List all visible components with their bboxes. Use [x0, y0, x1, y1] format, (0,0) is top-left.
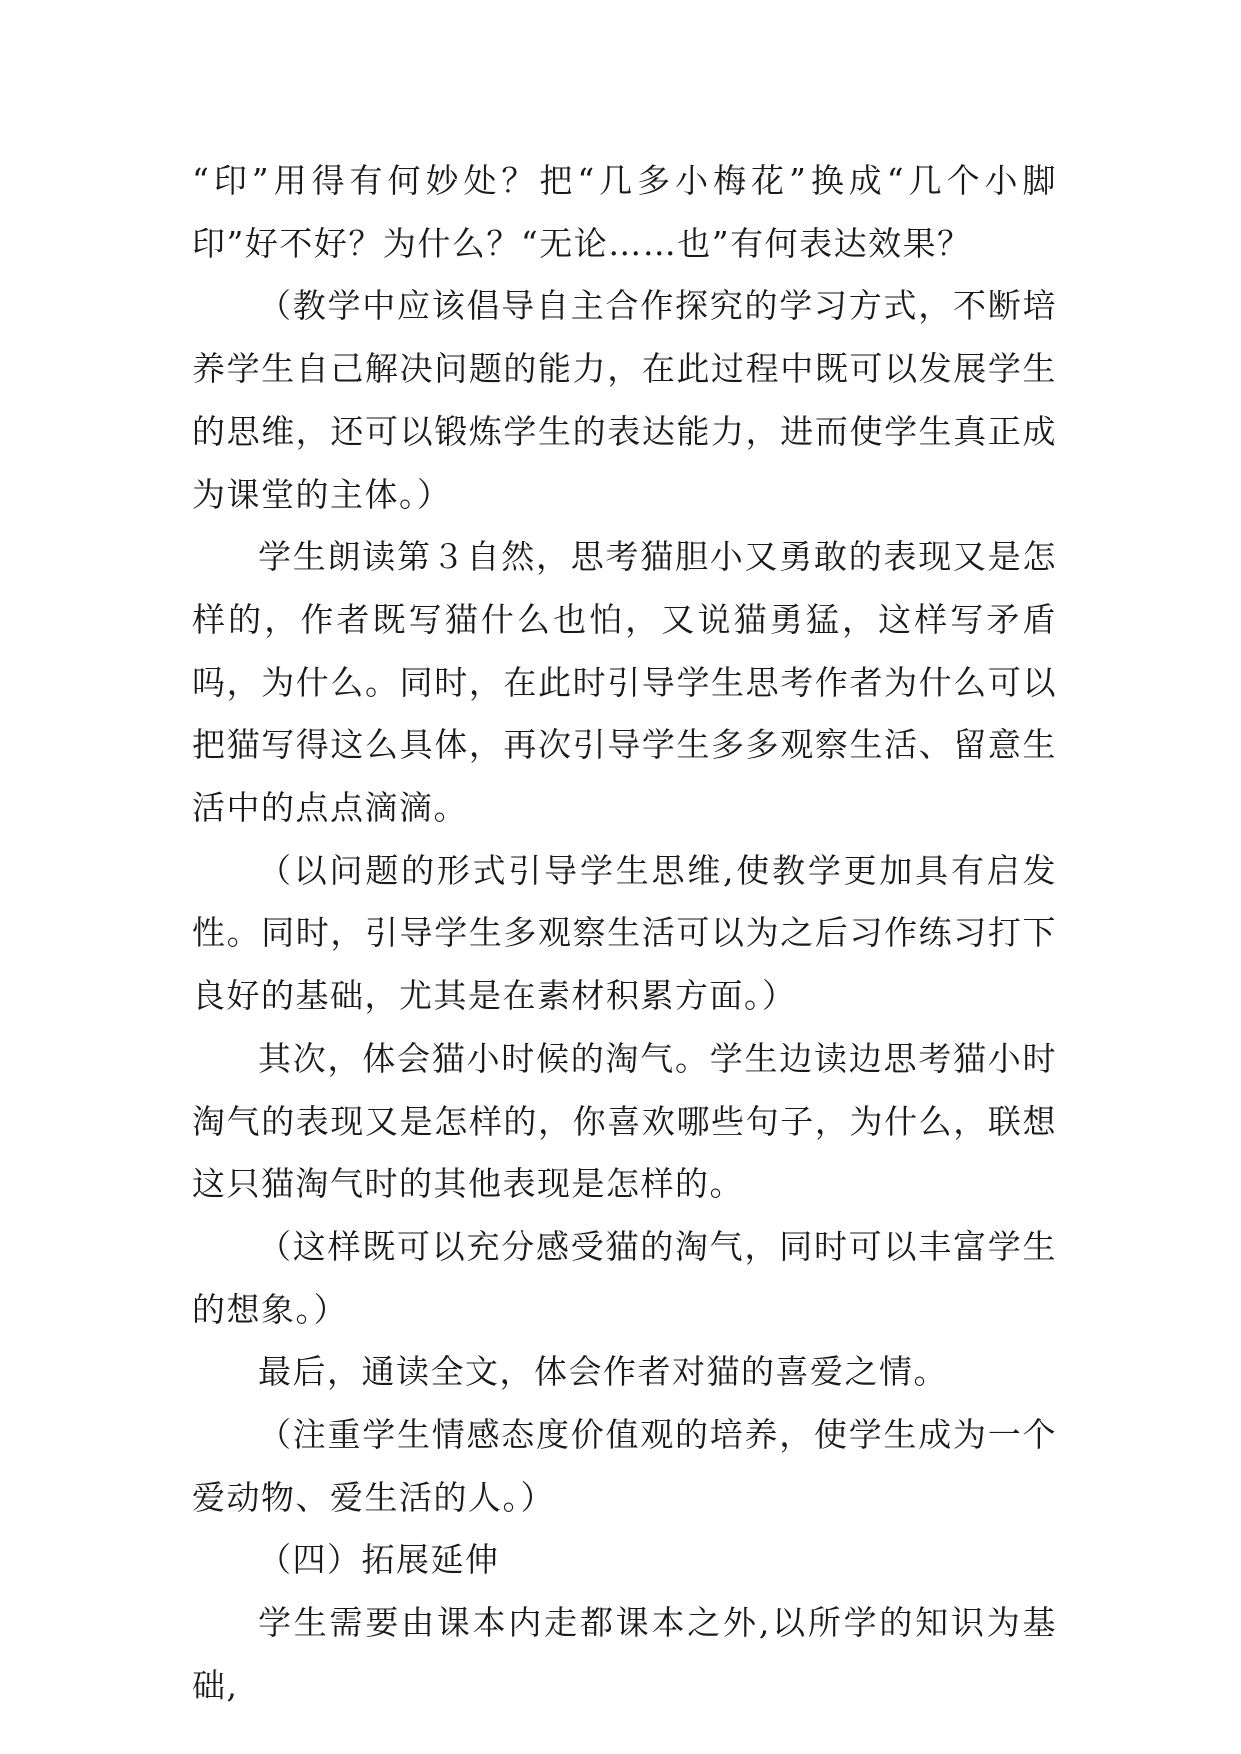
paragraph: （以问题的形式引导学生思维,使教学更加具有启发性。同时，引导学生多观察生活可以为之后习作练习打下良好的基础，尤其是在素材积累方面。）: [192, 850, 1057, 1016]
paragraph: （教学中应该倡导自主合作探究的学习方式，不断培养学生自己解决问题的能力，在此过程中既可以发展学生的思维，还可以锻炼学生的表达能力，进而使学生真正成为课堂的主体。）: [192, 286, 1057, 514]
document-body: [192, 150, 1057, 1718]
section-heading: （四）拓展延伸: [258, 1540, 500, 1580]
paragraph: 学生朗读第３自然，思考猫胆小又勇敢的表现又是怎样的，作者既写猫什么也怕，又说猫勇猛，这样写矛盾吗，为什么。同时，在此时引导学生思考作者为什么可以把猫写得这么具体，再次引导学生多多观察生活、留意生活中的点点滴滴。: [192, 537, 1057, 828]
paragraph: 最后，通读全文，体会作者对猫的喜爱之情。: [258, 1352, 948, 1392]
paragraph: （注重学生情感态度价值观的培养，使学生成为一个爱动物、爱生活的人。）: [192, 1415, 1057, 1517]
paragraph: “印”用得有何妙处？把“几多小梅花”换成“几个小脚印”好不好？为什么？“无论……也”有何表达效果？: [192, 161, 1057, 263]
paragraph: （这样既可以充分感受猫的淘气，同时可以丰富学生的想象。）: [192, 1226, 1057, 1329]
paragraph: 其次，体会猫小时候的淘气。学生边读边思考猫小时淘气的表现又是怎样的，你喜欢哪些句子，为什么，联想这只猫淘气时的其他表现是怎样的。: [192, 1038, 1057, 1204]
paragraph: 学生需要由课本内走都课本之外,以所学的知识为基础,: [192, 1603, 1057, 1705]
